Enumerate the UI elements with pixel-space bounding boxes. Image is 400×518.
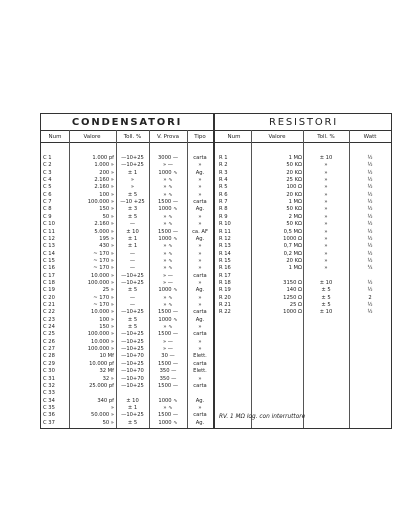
condensatori-cell: 1500 —	[157, 309, 179, 316]
condensatori-cell: —10+25	[121, 162, 144, 169]
resistori-cell: ± 5	[321, 294, 331, 301]
condensatori-cell: —10+25	[121, 346, 144, 353]
condensatori-cell: ± 5	[127, 287, 138, 294]
condensatori-cell: C 5	[43, 184, 52, 191]
condensatori-cell: »	[130, 184, 135, 191]
resistori-cell: 20 KΩ	[286, 169, 302, 176]
condensatori-cell: —10+70	[121, 368, 144, 375]
resistori-cell: R 2	[219, 162, 228, 169]
condensatori-cell: » ∿	[163, 243, 173, 250]
resistori-cell: »	[324, 191, 328, 198]
condensatori-cell: »	[198, 404, 202, 411]
resistori-cell: ¼	[367, 265, 373, 272]
condensatori-cell: ± 5	[127, 419, 138, 426]
condensatori-cell: »	[198, 162, 202, 169]
condensatori-cell: —10+70	[121, 353, 144, 360]
resistori-cell: R 19	[219, 287, 231, 294]
resistori-cell: 20 KΩ	[286, 257, 302, 264]
resistori-cell: 1250 Ω	[283, 294, 302, 301]
condensatori-cell: C 16	[43, 265, 55, 272]
condensatori-cell: carta	[193, 199, 207, 206]
condensatori-cell: 25 »	[102, 287, 114, 294]
resistori-cell: 20 KΩ	[286, 191, 302, 198]
condensatori-cell: 100.000 »	[87, 279, 114, 286]
condensatori-cell: C 24	[43, 324, 55, 331]
condensatori-cell: 100.000 »	[87, 331, 114, 338]
condensatori-cell: ± 5	[127, 316, 138, 323]
condensatori-cell: C 2	[43, 162, 52, 169]
condensatori-cell: » ∿	[163, 177, 173, 184]
condensatori-cell: —10+25	[121, 338, 144, 345]
resistori-header-toll: Toll. %	[317, 134, 335, 140]
condensatori-cell: 195 »	[99, 235, 114, 242]
condensatori-cell: 2.160 »	[94, 184, 114, 191]
condensatori-cell: » ∿	[163, 213, 173, 220]
resistori-cell: ½	[367, 155, 373, 161]
resistori-cell: R 20	[219, 294, 231, 301]
condensatori-cell: » ∿	[163, 324, 173, 331]
resistori-cell: »	[324, 162, 328, 169]
resistori-cell: 1000 Ω	[283, 235, 302, 242]
resistori-cell: R 9	[219, 213, 228, 220]
resistori-cell: 25 Ω	[289, 302, 302, 308]
resistori-cell: R 10	[219, 221, 231, 228]
resistori-cell: 1 MΩ	[288, 155, 302, 161]
condensatori-cell: C 6	[43, 191, 52, 198]
condensatori-cell: C 12	[43, 235, 55, 242]
condensatori-cell: —10+25	[121, 382, 144, 389]
condensatori-cell: »	[198, 375, 202, 382]
resistori-cell: R 12	[219, 235, 231, 242]
resistori-cell: 50 KΩ	[286, 162, 302, 169]
condensatori-cell: 1500 —	[157, 360, 179, 367]
condensatori-cell: » —	[162, 272, 173, 279]
resistori-cell: ½	[367, 279, 373, 286]
condensatori-cell: » ∿	[163, 257, 173, 264]
resistori-cell: ½	[367, 169, 373, 176]
resistori-cell: 1000 Ω	[283, 309, 302, 316]
condensatori-cell: C 20	[43, 294, 55, 301]
resistori-cell: »	[324, 177, 328, 184]
condensatori-cell: »	[198, 338, 202, 345]
condensatori-cell: » ∿	[163, 184, 173, 191]
condensatori-cell: C 28	[43, 353, 55, 360]
header-rule	[41, 142, 391, 143]
resistori-cell: 100 Ω	[286, 184, 302, 191]
condensatori-cell: 1500 —	[157, 199, 179, 206]
resistori-cell: »	[324, 235, 328, 242]
resistori-cell: 25 KΩ	[286, 177, 302, 184]
resistori-cell: 0,7 MΩ	[283, 243, 302, 250]
resistori-cell: ½	[367, 250, 373, 257]
resistori-cell: ½	[367, 221, 373, 228]
condensatori-cell: C 17	[43, 272, 55, 279]
resistori-cell: ½	[367, 206, 373, 213]
resistori-cell: »	[324, 206, 328, 213]
resistori-cell: ½	[367, 309, 373, 316]
condensatori-cell: 10.000 »	[91, 309, 114, 316]
condensatori-cell: »	[198, 243, 202, 250]
condensatori-cell: 1000 ∿	[158, 235, 178, 242]
resistori-cell: ½	[367, 177, 373, 184]
condensatori-cell: ± 1	[127, 243, 138, 250]
condensatori-cell: »	[110, 404, 114, 411]
condensatori-cell: »	[198, 177, 202, 184]
condensatori-cell: carta	[193, 272, 207, 279]
condensatori-cell: 32 Mf	[99, 368, 114, 375]
resistori-cell: ½	[367, 228, 373, 235]
condensatori-cell: —10+25	[121, 331, 144, 338]
condensatori-cell: C 32	[43, 382, 55, 389]
condensatori-cell: 10.000 pf	[89, 360, 114, 367]
condensatori-cell: 2.160 »	[94, 221, 114, 228]
condensatori-cell: —10+25	[121, 155, 144, 161]
condensatori-cell: 50 »	[102, 213, 114, 220]
resistori-cell: R 7	[219, 199, 228, 206]
resistori-cell: 2	[368, 294, 372, 301]
resistori-title: RESISTORI	[269, 117, 338, 128]
condensatori-title: CONDENSATORI	[71, 117, 183, 128]
resistori-cell: R 15	[219, 257, 231, 264]
resistori-cell: ½	[367, 191, 373, 198]
condensatori-cell: —10+25	[121, 360, 144, 367]
resistori-cell: ± 10	[319, 155, 333, 161]
condensatori-cell: C 36	[43, 412, 55, 419]
condensatori-header-tipo: Tipo	[194, 134, 206, 140]
resistori-cell: 0,5 MΩ	[283, 228, 302, 235]
condensatori-cell: 1000 ∿	[158, 206, 178, 213]
condensatori-cell: Ag.	[195, 169, 205, 176]
resistori-cell: R 3	[219, 169, 228, 176]
resistori-cell: R 14	[219, 250, 231, 257]
condensatori-cell: C 22	[43, 309, 55, 316]
condensatori-cell: »	[198, 265, 202, 272]
condensatori-cell: —	[129, 294, 136, 301]
condensatori-cell: Ag.	[195, 235, 205, 242]
condensatori-cell: »	[198, 257, 202, 264]
condensatori-cell: » ∿	[163, 221, 173, 228]
resistori-row	[41, 309, 391, 317]
resistori-cell: ½	[367, 243, 373, 250]
resistori-cell: »	[324, 184, 328, 191]
condensatori-cell: Ag.	[195, 206, 205, 213]
resistori-cell: ± 10	[319, 279, 333, 286]
condensatori-cell: » ∿	[163, 265, 173, 272]
resistori-cell: ½	[367, 184, 373, 191]
condensatori-cell: C 18	[43, 279, 55, 286]
resistori-cell: ± 5	[321, 302, 331, 308]
resistori-cell: ± 10	[319, 309, 333, 316]
condensatori-row	[41, 420, 391, 428]
condensatori-cell: Ag.	[195, 316, 205, 323]
condensatori-cell: »	[198, 324, 202, 331]
condensatori-cell: 350 —	[159, 368, 177, 375]
condensatori-cell: —10 +25	[120, 199, 145, 206]
resistori-cell: R 16	[219, 265, 231, 272]
condensatori-cell: Ag.	[195, 419, 205, 426]
resistori-cell: »	[324, 257, 328, 264]
resistori-header-watt: Watt	[363, 134, 377, 140]
condensatori-cell: ± 1	[127, 404, 138, 411]
resistori-cell: R 22	[219, 309, 231, 316]
condensatori-cell: carta	[193, 309, 207, 316]
condensatori-cell: —10+70	[121, 375, 144, 382]
condensatori-cell: »	[198, 221, 202, 228]
condensatori-cell: » —	[162, 162, 173, 169]
condensatori-cell: » —	[162, 346, 173, 353]
condensatori-cell: 100 »	[99, 316, 114, 323]
condensatori-cell: Elett.	[193, 368, 207, 375]
condensatori-cell: 1.000 »	[94, 162, 114, 169]
condensatori-cell: 340 pf	[97, 397, 114, 404]
condensatori-cell: »	[198, 250, 202, 257]
resistori-cell: 50 KΩ	[286, 206, 302, 213]
condensatori-cell: 1000 ∿	[158, 419, 178, 426]
condensatori-cell: C 1	[43, 155, 52, 161]
condensatori-cell: carta	[193, 360, 207, 367]
condensatori-cell: C 29	[43, 360, 55, 367]
condensatori-cell: »	[198, 184, 202, 191]
condensatori-cell: 2.160 »	[94, 177, 114, 184]
resistori-cell: »	[324, 250, 328, 257]
resistori-cell: »	[324, 221, 328, 228]
condensatori-cell: C 19	[43, 287, 55, 294]
condensatori-cell: C 4	[43, 177, 52, 184]
condensatori-cell: »	[198, 213, 202, 220]
title-rule	[41, 130, 391, 131]
condensatori-cell: ~ 170 »	[93, 257, 114, 264]
condensatori-cell: 200 »	[99, 169, 114, 176]
condensatori-cell: —	[129, 302, 136, 308]
resistori-cell: »	[324, 243, 328, 250]
condensatori-cell: C 14	[43, 250, 55, 257]
condensatori-cell: C 35	[43, 404, 55, 411]
resistori-cell: 1 MΩ	[288, 199, 302, 206]
condensatori-cell: C 10	[43, 221, 55, 228]
resistori-cell: 140 Ω	[286, 287, 302, 294]
condensatori-cell: 100 »	[99, 191, 114, 198]
condensatori-cell: ± 10	[126, 228, 139, 235]
condensatori-cell: ± 5	[127, 191, 138, 198]
resistori-cell: ½	[367, 257, 373, 264]
component-table	[40, 113, 392, 429]
condensatori-cell: C 9	[43, 213, 52, 220]
condensatori-cell: —	[129, 265, 136, 272]
condensatori-cell: »	[198, 302, 202, 308]
condensatori-cell: Elett.	[193, 353, 207, 360]
condensatori-cell: 350 —	[159, 375, 177, 382]
condensatori-cell: » ∿	[163, 404, 173, 411]
condensatori-cell: C 37	[43, 419, 55, 426]
condensatori-cell: —	[129, 221, 136, 228]
condensatori-cell: —10+25	[121, 279, 144, 286]
condensatori-cell: 1500 —	[157, 228, 179, 235]
condensatori-cell: 32 »	[102, 375, 114, 382]
resistori-cell: R 11	[219, 228, 231, 235]
condensatori-cell: carta	[193, 331, 207, 338]
condensatori-cell: ca. AF	[192, 228, 208, 235]
condensatori-cell: 1000 ∿	[158, 169, 178, 176]
condensatori-cell: » —	[162, 279, 173, 286]
condensatori-cell: »	[130, 177, 135, 184]
resistori-cell: ½	[367, 287, 373, 294]
condensatori-cell: C 15	[43, 257, 55, 264]
condensatori-cell: ± 5	[127, 213, 138, 220]
condensatori-cell: C 31	[43, 375, 55, 382]
resistori-cell: R 8	[219, 206, 228, 213]
resistori-cell: R 21	[219, 302, 231, 308]
condensatori-header-toll: Toll. %	[123, 134, 142, 140]
resistori-cell: 0,2 MΩ	[283, 250, 302, 257]
resistori-cell: R 17	[219, 272, 231, 279]
condensatori-cell: ~ 170 »	[93, 250, 114, 257]
resistori-header-valore: Valore	[268, 134, 286, 140]
condensatori-cell: 10.000 »	[91, 272, 114, 279]
condensatori-cell: 1500 —	[157, 412, 179, 419]
condensatori-cell: 25.000 pf	[89, 382, 114, 389]
condensatori-cell: Ag.	[195, 397, 205, 404]
resistori-cell: 3150 Ω	[283, 279, 302, 286]
condensatori-cell: C 30	[43, 368, 55, 375]
condensatori-header-num: Num	[48, 134, 62, 140]
resistori-cell: »	[324, 265, 328, 272]
condensatori-cell: 1.000 pf	[92, 155, 114, 161]
condensatori-cell: —	[129, 257, 136, 264]
condensatori-cell: 150 »	[99, 206, 114, 213]
condensatori-cell: 1500 —	[157, 331, 179, 338]
condensatori-cell: C 23	[43, 316, 55, 323]
resistori-cell: »	[324, 213, 328, 220]
condensatori-cell: 1000 ∿	[158, 397, 178, 404]
condensatori-cell: ~ 170 »	[93, 294, 114, 301]
resistori-cell: R 13	[219, 243, 231, 250]
condensatori-cell: »	[198, 279, 202, 286]
condensatori-cell: »	[198, 294, 202, 301]
resistori-cell: R 18	[219, 279, 231, 286]
condensatori-cell: ± 1	[127, 169, 138, 176]
resistori-cell: ½	[367, 302, 373, 308]
condensatori-cell: 150 »	[99, 324, 114, 331]
condensatori-cell: C 26	[43, 338, 55, 345]
condensatori-cell: carta	[193, 412, 207, 419]
condensatori-cell: carta	[193, 155, 207, 161]
condensatori-cell: »	[198, 346, 202, 353]
condensatori-cell: » ∿	[163, 294, 173, 301]
resistori-cell: »	[324, 169, 328, 176]
condensatori-cell: 1500 —	[157, 382, 179, 389]
condensatori-cell: »	[198, 191, 202, 198]
condensatori-cell: 430 »	[99, 243, 114, 250]
condensatori-cell: C 7	[43, 199, 52, 206]
condensatori-cell: Ag.	[195, 287, 205, 294]
condensatori-cell: ± 1	[127, 235, 138, 242]
condensatori-header-vprova: V. Prova	[157, 134, 179, 140]
resistori-cell: »	[324, 228, 328, 235]
condensatori-cell: C 8	[43, 206, 52, 213]
condensatori-cell: C 25	[43, 331, 55, 338]
condensatori-cell: 50.000 »	[91, 412, 114, 419]
condensatori-cell: ~ 170 »	[93, 265, 114, 272]
condensatori-cell: 3000 —	[157, 155, 179, 161]
condensatori-cell: 1000 ∿	[158, 316, 178, 323]
condensatori-cell: C 27	[43, 346, 55, 353]
condensatori-cell: C 3	[43, 169, 52, 176]
condensatori-cell: C 11	[43, 228, 55, 235]
resistori-cell: R 1	[219, 155, 228, 161]
condensatori-cell: —10+25	[121, 412, 144, 419]
condensatori-cell: 10.000 »	[91, 338, 114, 345]
condensatori-cell: —10+25	[121, 309, 144, 316]
condensatori-cell: C 21	[43, 302, 55, 308]
resistori-cell: R 6	[219, 191, 228, 198]
condensatori-cell: 100.000 »	[87, 346, 114, 353]
resistori-cell: ½	[367, 235, 373, 242]
resistori-cell: ½	[367, 213, 373, 220]
condensatori-cell: 10 Mf	[99, 353, 114, 360]
rv-note: RV. 1 MΩ log. con interruttore	[219, 414, 306, 420]
condensatori-cell: » ∿	[163, 191, 173, 198]
condensatori-cell: 5.000 »	[94, 228, 114, 235]
resistori-cell: ± 5	[321, 287, 331, 294]
condensatori-cell: ± 3	[127, 206, 138, 213]
condensatori-cell: —	[129, 250, 136, 257]
condensatori-cell: 100.000 »	[87, 199, 114, 206]
condensatori-header-valore: Valore	[83, 134, 101, 140]
condensatori-cell: » ∿	[163, 250, 173, 257]
condensatori-cell: carta	[193, 382, 207, 389]
condensatori-cell: C 33	[43, 390, 55, 397]
condensatori-cell: C 34	[43, 397, 55, 404]
condensatori-cell: 30 —	[161, 353, 175, 360]
condensatori-cell: ± 5	[127, 324, 138, 331]
resistori-header-num: Num	[227, 134, 241, 140]
condensatori-cell: —10+25	[121, 272, 144, 279]
resistori-cell: 2 MΩ	[288, 213, 302, 220]
resistori-cell: R 4	[219, 177, 228, 184]
resistori-cell: 50 KΩ	[286, 221, 302, 228]
resistori-cell: R 5	[219, 184, 228, 191]
resistori-cell: 1 MΩ	[288, 265, 302, 272]
condensatori-cell: C 13	[43, 243, 55, 250]
condensatori-cell: » ∿	[163, 302, 173, 308]
condensatori-cell: 50 »	[102, 419, 114, 426]
condensatori-cell: ~ 170 »	[93, 302, 114, 308]
resistori-cell: ½	[367, 162, 373, 169]
condensatori-cell: ± 10	[126, 397, 139, 404]
resistori-cell: »	[324, 199, 328, 206]
condensatori-cell: » —	[162, 338, 173, 345]
resistori-cell: ½	[367, 199, 373, 206]
condensatori-cell: 1000 ∿	[158, 287, 178, 294]
